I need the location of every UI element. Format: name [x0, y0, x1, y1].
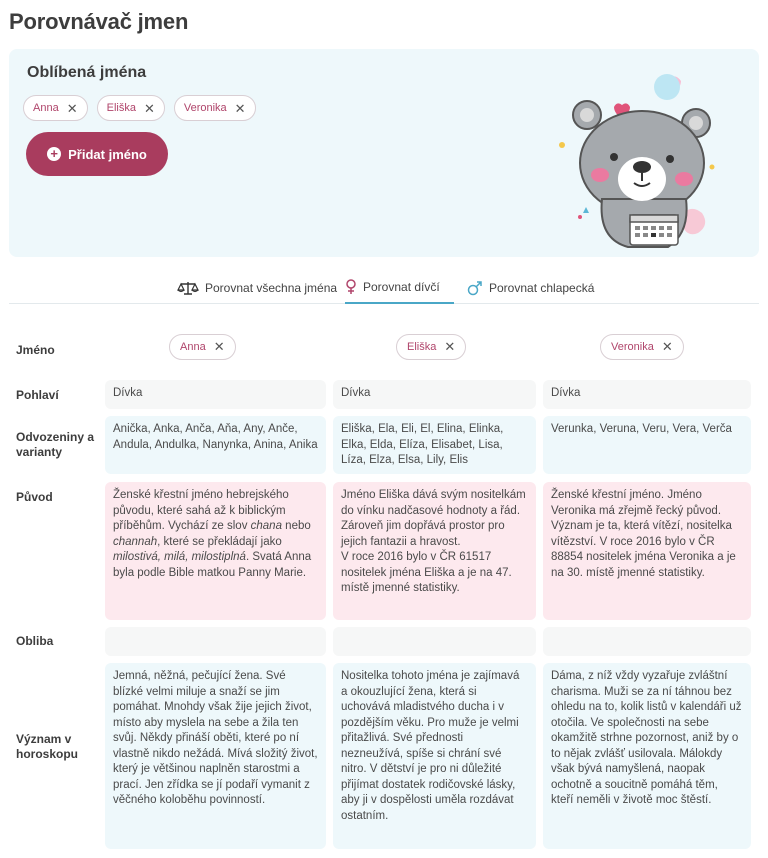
variants-cell: Eliška, Ela, Eli, El, Elina, Elinka, Elka, Elda, Elíza, Elisabet, Lisa, Líza, Elza, Elsa, Lily, Elis: [333, 416, 536, 474]
origin-italic: chana: [250, 520, 282, 532]
name-chip-label: Eliška: [407, 341, 437, 353]
tab-compare-boys[interactable]: [467, 272, 594, 304]
origin-text: . Svatá Anna byla podle Bible matkou Panny Marie.: [113, 551, 312, 579]
row-label-origin: Původ: [16, 490, 53, 504]
male-symbol-icon: [467, 280, 483, 296]
tab-label: Porovnat dívčí: [363, 280, 440, 294]
close-icon[interactable]: ✕: [234, 100, 246, 116]
horoscope-cell: Jemná, něžná, pečující žena. Své blízké velmi miluje a snaží se jim pomáhat. Mnohdy však žije jejich život, místo aby myslela na sebe a žila ten svůj. Někdy přináší oběti, které po ní vlastně nikdo nežádá. Mívá složitý život, který je většinou naplněn starostmi a prací. Jen zřídka se jí podaří vymanit z věčného koloběhu povinností.: [105, 663, 326, 849]
plus-icon: +: [47, 147, 61, 161]
row-label-popularity: Obliba: [16, 634, 54, 648]
bear-illustration: [550, 67, 720, 249]
add-name-label: Přidat jméno: [68, 146, 147, 162]
scales-icon: [177, 281, 199, 295]
page-title: Porovnávač jmen: [9, 9, 189, 34]
origin-text: Jméno Eliška dává svým nositelkám do vínku nadčasové hodnoty a řád. Zároveň jim dopřává prostor pro jejich fantazii a hravost.: [341, 489, 526, 548]
favorite-chip-eliska[interactable]: [97, 95, 165, 121]
popularity-cell: [105, 627, 326, 656]
favorites-chips: [23, 95, 256, 121]
variants-cell: Verunka, Veruna, Veru, Vera, Verča: [543, 416, 751, 474]
row-label-gender: Pohlaví: [16, 388, 59, 402]
horoscope-cell: Dáma, z níž vždy vyzařuje zvláštní charisma. Muži se za ní táhnou bez ohledu na to, kolik listů v kalendáři už otočila. Ve společnosti na sebe okamžitě strhne pozornost, aniž by o to nějak zvlášť usilovala. Málokdy však bývá namyšlená, naopak ochotně a soucitně pomáhá těm, kteří neměli v životě moc štěstí.: [543, 663, 751, 849]
row-label-name: Jméno: [16, 343, 55, 357]
favorite-chip-label: Veronika: [183, 102, 227, 114]
name-chip-veronika[interactable]: [600, 334, 684, 360]
origin-cell: Ženské křestní jméno. Jméno Veronika má zřejmě řecký původ. Význam je ta, která vítězí, nositelka vítězství. V roce 2016 bylo v ČR 88854 nositelek jména Veronika a je na 30. místě jmenné statistiky.: [543, 482, 751, 620]
origin-stats: V roce 2016 bylo v ČR 61517 nositelek jména Eliška a je na 47. místě jmenné statistiky.: [341, 551, 512, 594]
origin-text: , které se překládají jako: [157, 535, 282, 548]
origin-text: nebo: [281, 520, 311, 532]
popularity-cell: [543, 627, 751, 656]
close-icon[interactable]: ✕: [444, 339, 456, 354]
gender-cell: Dívka: [333, 380, 536, 409]
origin-italic: milostivá, milá, milostiplná: [113, 551, 246, 563]
tab-compare-all[interactable]: [177, 272, 337, 304]
gender-cell: Dívka: [543, 380, 751, 409]
favorite-chip-label: Anna: [33, 102, 59, 114]
origin-cell: [105, 482, 326, 620]
row-label-variants: Odvozeniny a varianty: [16, 430, 95, 459]
gender-cell: Dívka: [105, 380, 326, 409]
add-name-button[interactable]: [26, 132, 168, 176]
horoscope-cell: Nositelka tohoto jména je zajímavá a okouzlující žena, která si uchovává mladistvého ducha i v pozdějším věku. Pro muže je velmi přitažlivá. Své přednosti nezneužívá, spíše si chrání své nitro. V dětství je pro ni důležité přijímat dostatek rodičovské lásky, aby ji v dospělosti uměla rozdávat ostatním.: [333, 663, 536, 849]
origin-text: Ženské křestní jméno hebrejského původu, které sahá až k biblickým příběhům. Vychází ze slov: [113, 489, 289, 532]
name-chip-anna[interactable]: [169, 334, 236, 360]
close-icon[interactable]: ✕: [213, 339, 225, 354]
favorite-chip-anna[interactable]: [23, 95, 88, 121]
name-chip-eliska[interactable]: [396, 334, 466, 360]
name-chip-label: Anna: [180, 341, 206, 353]
origin-cell: [333, 482, 536, 620]
close-icon[interactable]: ✕: [143, 100, 155, 116]
favorites-panel: [9, 49, 759, 257]
close-icon[interactable]: ✕: [661, 339, 673, 354]
tab-compare-girls[interactable]: [345, 272, 454, 304]
close-icon[interactable]: ✕: [66, 100, 78, 116]
row-label-horoscope: Význam v horoskopu: [16, 732, 78, 761]
favorites-title: Oblíbená jména: [27, 64, 147, 81]
female-symbol-icon: [345, 279, 357, 295]
tab-label: Porovnat chlapecká: [489, 281, 595, 295]
favorite-chip-veronika[interactable]: [174, 95, 256, 121]
variants-cell: Anička, Anka, Anča, Aňa, Any, Anče, Andula, Andulka, Nanynka, Anina, Anika: [105, 416, 326, 474]
compare-tabs: [9, 272, 759, 304]
origin-italic: channah: [113, 535, 158, 548]
name-chip-label: Veronika: [611, 341, 654, 353]
popularity-cell: [333, 627, 536, 656]
tab-label: Porovnat všechna jména: [205, 281, 338, 295]
favorite-chip-label: Eliška: [106, 102, 136, 114]
